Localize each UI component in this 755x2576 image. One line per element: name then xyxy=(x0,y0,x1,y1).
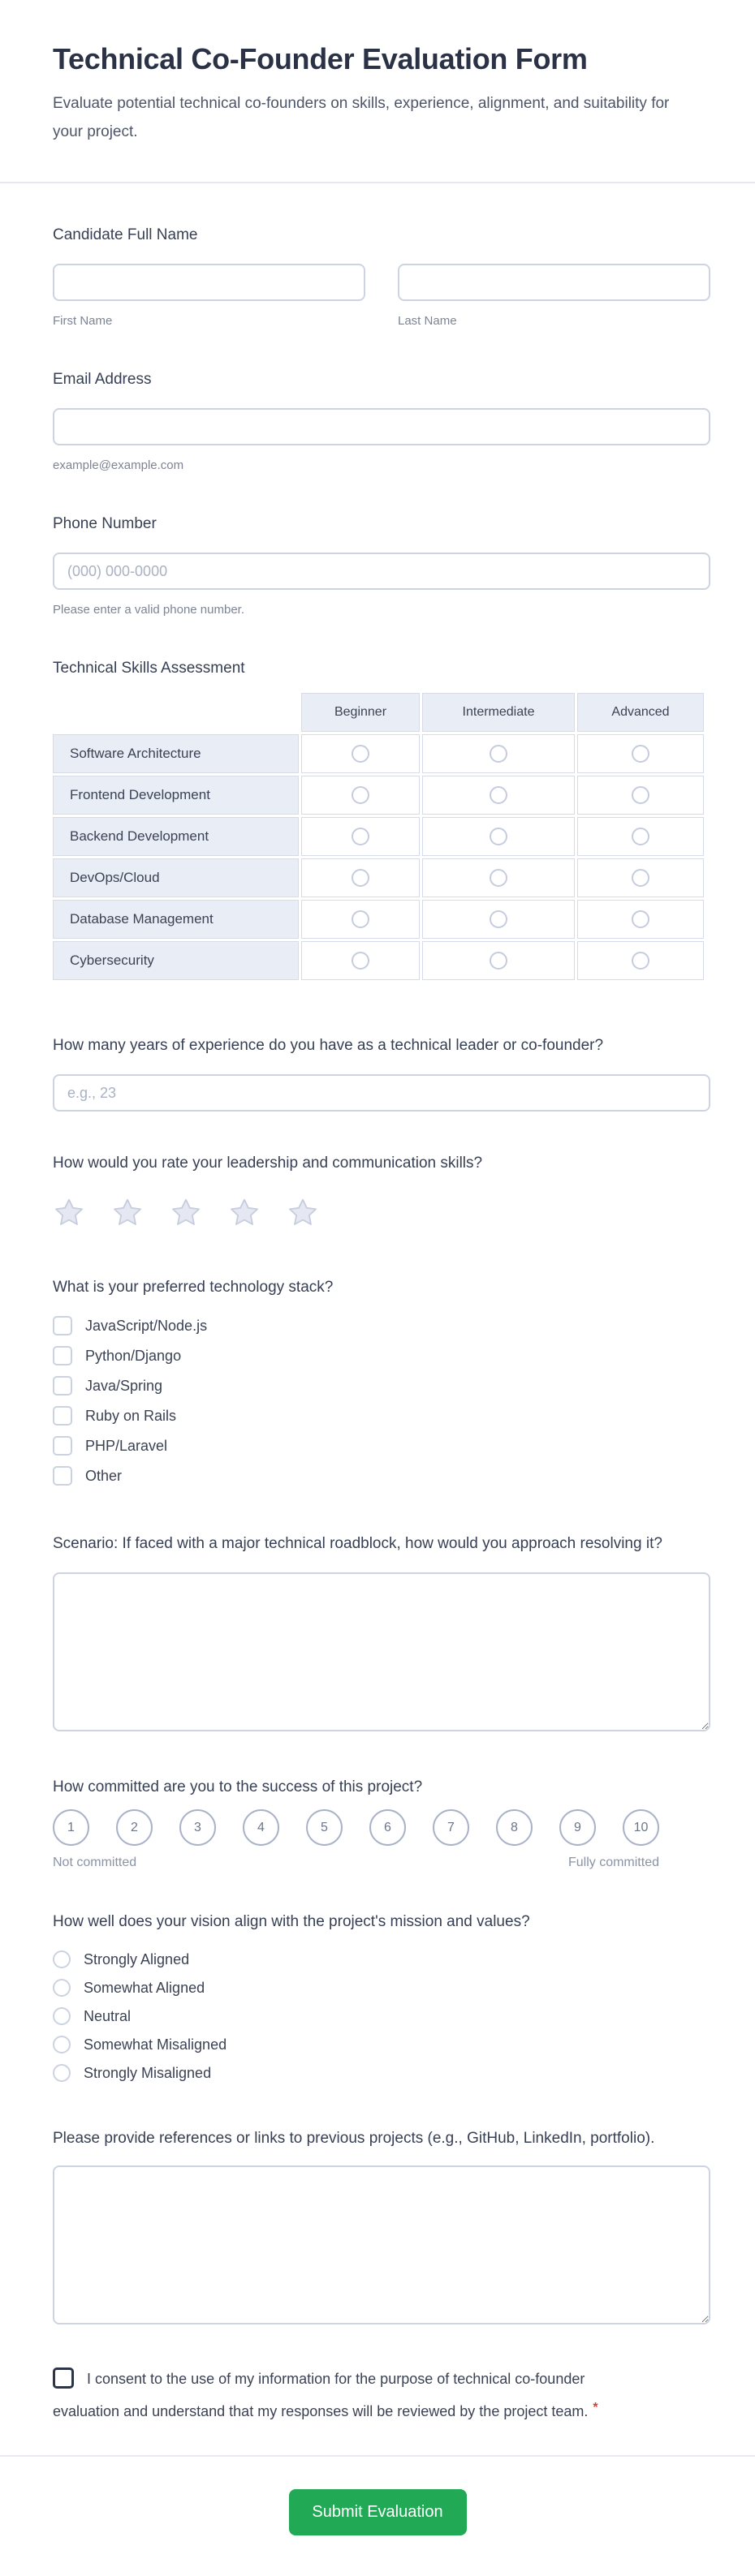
scale-value-button[interactable]: 4 xyxy=(243,1809,279,1846)
stack-option-label: Java/Spring xyxy=(85,1377,163,1394)
matrix-cell-advanced[interactable] xyxy=(577,817,704,856)
phone-input[interactable] xyxy=(53,553,710,590)
field-vision xyxy=(53,1911,710,2082)
stack-label: What is your preferred technology stack? xyxy=(53,1279,334,1296)
matrix-radio-icon[interactable] xyxy=(490,869,507,887)
matrix-row xyxy=(53,734,704,773)
scenario-textarea[interactable] xyxy=(53,1572,710,1731)
vision-option[interactable] xyxy=(53,2036,710,2053)
checkbox-icon[interactable] xyxy=(53,1436,72,1456)
matrix-row-label: Frontend Development xyxy=(53,776,299,815)
matrix-radio-icon[interactable] xyxy=(490,786,507,804)
matrix-radio-icon[interactable] xyxy=(632,910,649,928)
scale-value-button[interactable]: 7 xyxy=(433,1809,469,1846)
checkbox-icon[interactable] xyxy=(53,1346,72,1365)
experience-label: How many years of experience do you have as a technical leader or co-founder? xyxy=(53,1037,604,1054)
star-icon[interactable] xyxy=(228,1197,261,1229)
matrix-radio-icon[interactable] xyxy=(352,910,369,928)
first-name-group xyxy=(53,264,365,328)
field-full-name xyxy=(53,224,710,328)
matrix-radio-icon[interactable] xyxy=(490,745,507,763)
matrix-radio-icon[interactable] xyxy=(352,745,369,763)
form-title: Technical Co-Founder Evaluation Form xyxy=(53,42,588,75)
matrix-cell-advanced[interactable] xyxy=(577,858,704,897)
vision-option-label: Somewhat Aligned xyxy=(84,1979,205,1996)
last-name-input[interactable] xyxy=(398,264,710,301)
form-header xyxy=(0,0,755,183)
required-asterisk: * xyxy=(593,2401,598,2415)
matrix-radio-icon[interactable] xyxy=(632,786,649,804)
matrix-cell-beginner[interactable] xyxy=(301,776,420,815)
stack-option[interactable] xyxy=(53,1316,710,1335)
stack-option[interactable] xyxy=(53,1406,710,1426)
matrix-radio-icon[interactable] xyxy=(632,952,649,970)
matrix-row-label: Software Architecture xyxy=(53,734,299,773)
stack-option[interactable] xyxy=(53,1466,710,1486)
consent-checkbox[interactable] xyxy=(53,2367,74,2389)
matrix-cell-beginner[interactable] xyxy=(301,941,420,980)
matrix-row-label: Backend Development xyxy=(53,817,299,856)
field-leadership-rating xyxy=(53,1152,710,1229)
field-scenario xyxy=(53,1533,710,1735)
matrix-row-label: DevOps/Cloud xyxy=(53,858,299,897)
matrix-cell-advanced[interactable] xyxy=(577,776,704,815)
star-icon[interactable] xyxy=(111,1197,144,1229)
field-commitment xyxy=(53,1776,710,1870)
stack-option[interactable] xyxy=(53,1436,710,1456)
vision-options xyxy=(53,1950,710,2082)
field-email xyxy=(53,368,710,472)
checkbox-icon[interactable] xyxy=(53,1316,72,1335)
field-references xyxy=(53,2127,710,2329)
matrix-radio-icon[interactable] xyxy=(632,869,649,887)
stack-option[interactable] xyxy=(53,1346,710,1365)
vision-option[interactable] xyxy=(53,1950,710,1968)
phone-helper: Please enter a valid phone number. xyxy=(53,603,244,617)
matrix-column-header: Beginner xyxy=(301,693,420,732)
form-subtitle: Evaluate potential technical co-founders on skills, experience, alignment, and suitability for your project. xyxy=(53,95,670,140)
skills-table xyxy=(50,690,706,983)
radio-icon[interactable] xyxy=(53,1950,71,1968)
stack-options xyxy=(53,1316,710,1486)
consent-text: I consent to the use of my information for the purpose of technical co-founder evaluation and understand that my responses will be reviewed by the project team. xyxy=(53,2371,589,2419)
matrix-column-header: Advanced xyxy=(577,693,704,732)
radio-icon[interactable] xyxy=(53,2064,71,2082)
vision-option[interactable] xyxy=(53,2064,710,2082)
radio-icon[interactable] xyxy=(53,2007,71,2025)
experience-input[interactable] xyxy=(53,1074,710,1112)
matrix-row xyxy=(53,941,704,980)
matrix-cell-intermediate[interactable] xyxy=(422,817,575,856)
scale-value-button[interactable]: 10 xyxy=(623,1809,659,1846)
skills-label: Technical Skills Assessment xyxy=(53,660,245,677)
vision-option-label: Strongly Aligned xyxy=(84,1950,190,1967)
matrix-row-label: Cybersecurity xyxy=(53,941,299,980)
field-consent xyxy=(53,2364,621,2426)
matrix-cell-advanced[interactable] xyxy=(577,900,704,939)
matrix-radio-icon[interactable] xyxy=(632,828,649,845)
scenario-label: Scenario: If faced with a major technical roadblock, how would you approach resolving it? xyxy=(53,1535,662,1552)
field-phone xyxy=(53,513,710,617)
matrix-radio-icon[interactable] xyxy=(352,786,369,804)
form-body xyxy=(0,224,755,2426)
last-name-group xyxy=(398,264,710,328)
vision-label: How well does your vision align with the project's mission and values? xyxy=(53,1913,530,1930)
radio-icon[interactable] xyxy=(53,1979,71,1997)
stack-option-label: PHP/Laravel xyxy=(85,1437,168,1454)
commitment-scale xyxy=(53,1809,659,1870)
matrix-row xyxy=(53,817,704,856)
checkbox-icon[interactable] xyxy=(53,1466,72,1486)
matrix-cell-advanced[interactable] xyxy=(577,941,704,980)
matrix-cell-intermediate[interactable] xyxy=(422,941,575,980)
form-footer xyxy=(0,2455,755,2576)
vision-option[interactable] xyxy=(53,2007,710,2025)
first-name-sublabel: First Name xyxy=(53,314,113,328)
scale-value-button[interactable]: 8 xyxy=(496,1809,533,1846)
matrix-cell-intermediate[interactable] xyxy=(422,776,575,815)
vision-option-label: Somewhat Misaligned xyxy=(84,2036,227,2053)
matrix-row xyxy=(53,900,704,939)
matrix-cell-beginner[interactable] xyxy=(301,900,420,939)
email-label: Email Address xyxy=(53,371,152,388)
stack-option-label: Other xyxy=(85,1467,123,1484)
matrix-row-label: Database Management xyxy=(53,900,299,939)
field-tech-stack xyxy=(53,1276,710,1486)
checkbox-icon[interactable] xyxy=(53,1376,72,1396)
email-input[interactable] xyxy=(53,408,710,445)
phone-label: Phone Number xyxy=(53,515,157,532)
stack-option[interactable] xyxy=(53,1376,710,1396)
scale-value-button[interactable]: 3 xyxy=(179,1809,216,1846)
scale-value-button[interactable]: 6 xyxy=(369,1809,406,1846)
matrix-cell-beginner[interactable] xyxy=(301,817,420,856)
matrix-row xyxy=(53,776,704,815)
scale-min-label: Not committed xyxy=(53,1856,137,1869)
scale-value-button[interactable]: 9 xyxy=(559,1809,596,1846)
stack-option-label: JavaScript/Node.js xyxy=(85,1317,208,1334)
email-helper: example@example.com xyxy=(53,458,184,472)
scale-max-label: Fully committed xyxy=(567,1856,659,1869)
matrix-row xyxy=(53,858,704,897)
last-name-sublabel: Last Name xyxy=(398,314,457,328)
leadership-label: How would you rate your leadership and communication skills? xyxy=(53,1155,483,1172)
full-name-label: Candidate Full Name xyxy=(53,226,198,243)
matrix-radio-icon[interactable] xyxy=(352,869,369,887)
matrix-radio-icon[interactable] xyxy=(490,910,507,928)
references-textarea[interactable] xyxy=(53,2165,710,2324)
radio-icon[interactable] xyxy=(53,2036,71,2053)
scale-value-button[interactable]: 5 xyxy=(306,1809,343,1846)
matrix-radio-icon[interactable] xyxy=(352,952,369,970)
stack-option-label: Ruby on Rails xyxy=(85,1407,177,1424)
field-experience xyxy=(53,1034,710,1112)
matrix-radio-icon[interactable] xyxy=(632,745,649,763)
matrix-corner-cell xyxy=(53,693,299,732)
stack-option-label: Python/Django xyxy=(85,1347,182,1364)
matrix-radio-icon[interactable] xyxy=(352,828,369,845)
matrix-radio-icon[interactable] xyxy=(490,952,507,970)
matrix-cell-beginner[interactable] xyxy=(301,858,420,897)
references-label: Please provide references or links to previous projects (e.g., GitHub, LinkedIn, portfolio). xyxy=(53,2130,655,2147)
matrix-column-header: Intermediate xyxy=(422,693,575,732)
matrix-cell-intermediate[interactable] xyxy=(422,900,575,939)
vision-option-label: Strongly Misaligned xyxy=(84,2064,212,2081)
star-icon[interactable] xyxy=(170,1197,202,1229)
star-icon[interactable] xyxy=(287,1197,319,1229)
vision-option-label: Neutral xyxy=(84,2007,132,2024)
commitment-label: How committed are you to the success of this project? xyxy=(53,1778,423,1795)
submit-button[interactable]: Submit Evaluation xyxy=(289,2489,467,2535)
matrix-cell-intermediate[interactable] xyxy=(422,734,575,773)
matrix-cell-intermediate[interactable] xyxy=(422,858,575,897)
matrix-cell-beginner[interactable] xyxy=(301,734,420,773)
star-icon[interactable] xyxy=(53,1197,85,1229)
star-rating xyxy=(53,1197,710,1229)
scale-value-button[interactable]: 2 xyxy=(116,1809,153,1846)
vision-option[interactable] xyxy=(53,1979,710,1997)
scale-value-button[interactable]: 1 xyxy=(53,1809,89,1846)
checkbox-icon[interactable] xyxy=(53,1406,72,1426)
matrix-cell-advanced[interactable] xyxy=(577,734,704,773)
field-skills-matrix xyxy=(53,657,710,983)
matrix-radio-icon[interactable] xyxy=(490,828,507,845)
first-name-input[interactable] xyxy=(53,264,365,301)
